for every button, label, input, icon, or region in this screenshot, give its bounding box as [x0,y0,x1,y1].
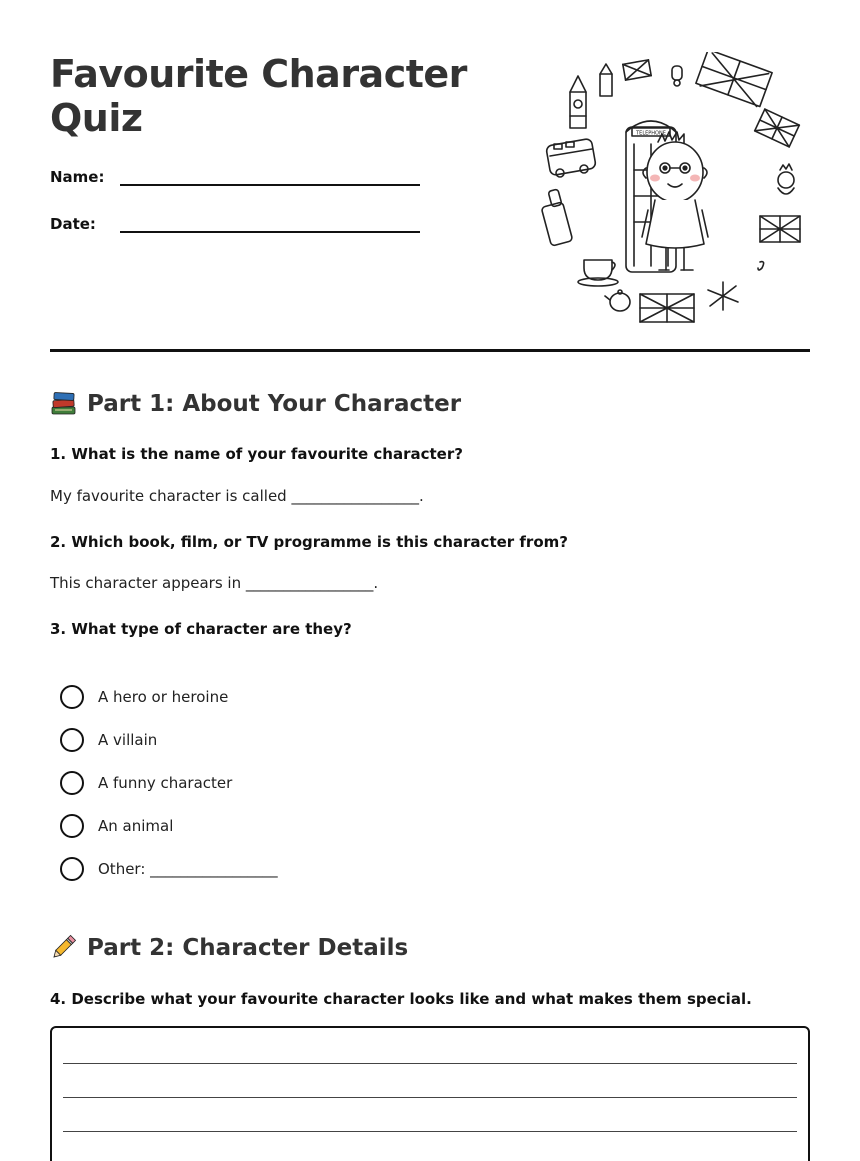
booth-sign: TELEPHONE [636,130,666,137]
writing-line [63,1063,797,1064]
option-hero[interactable] [60,684,228,710]
answer-1[interactable]: My favourite character is called _________________. [50,487,424,505]
page-title: Favourite Character Quiz [50,52,467,140]
name-input-line[interactable] [120,184,420,186]
option-label: A villain [98,731,158,749]
crown-icon [778,164,794,194]
radio-button[interactable] [60,814,84,838]
date-label: Date: [50,215,96,233]
swirl-icon [758,262,764,270]
bottle-icon [541,189,573,246]
guard-icon [672,66,682,80]
question-1: 1. What is the name of your favourite character? [50,445,463,463]
writing-line [63,1131,797,1132]
part2-heading [50,934,408,961]
union-flag-icon [640,294,694,322]
option-villain[interactable] [60,727,157,753]
question-4: 4. Describe what your favourite character looks like and what makes them special. [50,990,752,1008]
union-flag-icon [760,216,800,242]
radio-button[interactable] [60,857,84,881]
option-label: An animal [98,817,174,835]
part2-heading-text: Part 2: Character Details [87,934,409,961]
small-flag-icon [623,60,651,80]
union-flag-icon [755,109,800,147]
name-label: Name: [50,168,105,186]
writing-line [63,1097,797,1098]
question-3: 3. What type of character are they? [50,620,352,638]
teacup-icon [578,260,618,286]
big-ben-icon [570,76,586,128]
pencil-icon [50,934,77,961]
option-label: Other: _________________ [98,860,278,878]
question-2: 2. Which book, film, or TV programme is this character from? [50,533,568,551]
double-decker-bus-icon [546,138,597,177]
books-icon [50,390,77,417]
radio-button[interactable] [60,685,84,709]
description-answer-box[interactable] [50,1026,810,1161]
part1-heading [50,390,461,417]
option-label: A funny character [98,774,233,792]
option-label: A hero or heroine [98,688,229,706]
date-input-line[interactable] [120,231,420,233]
tower-icon [600,74,612,96]
union-flag-icon [696,52,772,107]
option-animal[interactable] [60,813,173,839]
date-field[interactable] [50,209,430,239]
teapot-icon [605,290,630,311]
radio-button[interactable] [60,771,84,795]
option-funny[interactable] [60,770,232,796]
london-character-illustration [540,52,810,332]
sparkle-icon [708,282,738,310]
answer-2[interactable]: This character appears in _________________. [50,574,379,592]
section-divider [50,349,810,352]
part1-heading-text: Part 1: About Your Character [87,390,462,417]
radio-button[interactable] [60,728,84,752]
option-other[interactable] [60,856,278,882]
name-field[interactable] [50,162,430,192]
